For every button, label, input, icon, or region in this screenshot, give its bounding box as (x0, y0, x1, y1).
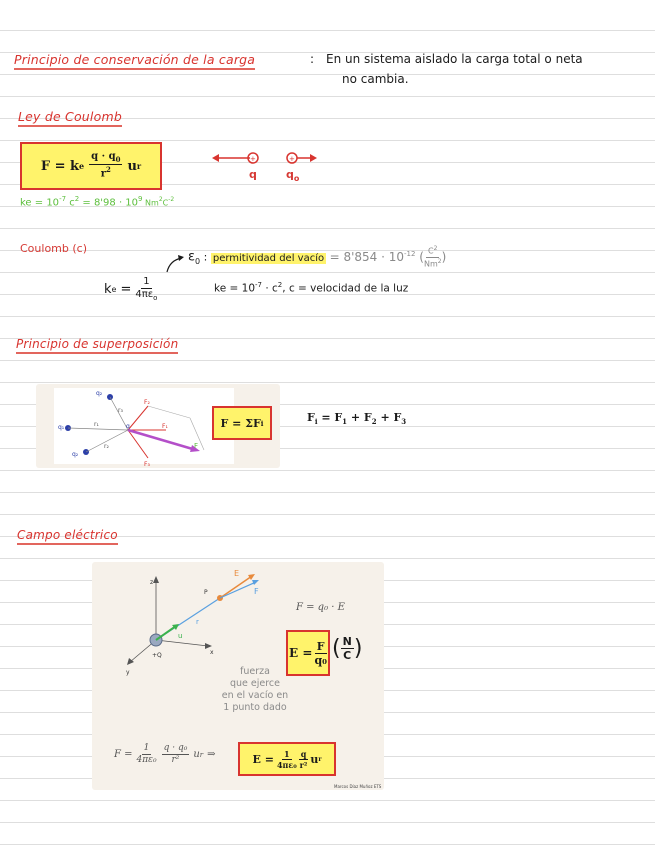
charge-q-label: q (249, 168, 257, 181)
eps-unit-den-sup: 2 (437, 257, 442, 265)
eps-unit-den: Nm (423, 259, 438, 269)
eps-unit-fraction (424, 246, 442, 268)
diagram-label-q: q (126, 423, 130, 430)
final-den: 4πε₀ (276, 759, 297, 770)
ke-lhs: k (104, 282, 112, 297)
final-frac-1 (277, 750, 297, 769)
ke2-tail: , c = velocidad de la luz (282, 282, 409, 295)
ke-rest2: = 8'98 · 10 (79, 197, 139, 209)
axis-y-label: y (126, 669, 130, 676)
field-panel (92, 562, 384, 790)
coulomb-den: r (100, 168, 106, 180)
sum-term-1: 1 (342, 417, 348, 427)
curved-arrow-icon (164, 254, 186, 274)
axis-z-label: z (150, 579, 154, 586)
diagram-label-r2: r₂ (104, 443, 109, 450)
diagram-label-f: F (194, 442, 199, 450)
superposition-box-formula: F = ΣF (220, 416, 261, 430)
coulomb-unit: u (127, 158, 137, 174)
sum-term-3: 3 (401, 417, 407, 427)
implies-arrow: ⇒ (207, 749, 216, 760)
ke-lhs-sub: e (111, 285, 117, 294)
charge-q0-label (286, 168, 299, 183)
final-box-lhs: E = (252, 752, 274, 766)
coulomb-formula-box (20, 142, 162, 190)
diagram-label-f1: F₁ (162, 423, 168, 430)
final-den2: r² (299, 759, 308, 770)
arrowhead-right-icon (310, 154, 317, 162)
final-frac-2 (299, 750, 309, 769)
coulomb-formula-sub: e (79, 161, 85, 171)
field-box-den: q₀ (314, 653, 327, 667)
field-box-lhs: E = (289, 646, 313, 660)
charge-q0-text: q (286, 168, 294, 181)
conservation-section (14, 50, 644, 90)
conservation-text-line1: En un sistema aislado la carga total o neta (326, 52, 583, 66)
superposition-box-sub: i (260, 418, 264, 428)
bottom-unit-sub: r (199, 750, 204, 759)
vector-u-label: u (178, 632, 183, 640)
diagram-label-f2: F₂ (144, 399, 150, 406)
bottom-lhs: F = (114, 749, 133, 760)
bottom-frac-2 (162, 744, 190, 765)
ke2-rest-sup: 2 (277, 281, 283, 289)
ke-fraction (135, 277, 157, 302)
coulomb-law-title: Ley de Coulomb (18, 109, 122, 127)
eps-text: permitividad del vacío (212, 252, 325, 264)
ke-definition (104, 277, 157, 302)
bottom-num2: q · q₀ (163, 743, 188, 753)
ke-speed-of-light (214, 281, 408, 295)
field-unit-den: C (343, 649, 352, 662)
superposition-formula-box (212, 406, 272, 440)
charge-plus-q-label: +Q (152, 652, 162, 659)
superposition-sum: $F_i = F_1 + F_2 + F_3$ (307, 411, 407, 427)
ke-exp2: 9 (138, 195, 143, 203)
charges-diagram (210, 148, 320, 188)
diagram-label-r1: r₁ (94, 421, 99, 428)
conservation-text-line2: no cambia. (342, 72, 409, 86)
field-note-line-3: en el vacío en (221, 690, 289, 701)
sum-lhs-sub: i (314, 417, 318, 427)
field-note-line-1: fuerza (240, 666, 270, 677)
ke-units-sup: 2 (158, 196, 163, 203)
vector-r-label: r (196, 618, 199, 626)
arrowhead-left-icon (212, 154, 219, 162)
coulomb-formula-left: F = k (40, 158, 80, 174)
credit-text: Marcos Díaz Muñoz ETS (334, 784, 382, 789)
conservation-title: Principio de conservación de la carga (14, 52, 255, 70)
coulomb-unit-sub: r (136, 161, 142, 171)
field-note-line-2: que ejerce (229, 678, 280, 689)
eps-unit-num: C (428, 246, 434, 256)
bottom-frac-1 (137, 744, 157, 765)
bottom-den2: r² (171, 755, 180, 765)
ke-units2: C (162, 198, 169, 208)
diagram-label-f3: F₃ (144, 461, 150, 468)
field-box-fraction (314, 641, 327, 666)
field-units-fraction (341, 636, 354, 661)
eps-exp: -12 (404, 249, 416, 258)
coulomb-den-sup: 2 (106, 165, 111, 175)
unit-vector-arrow (156, 626, 176, 640)
ke-units2-sup: -2 (168, 196, 175, 203)
point-p-label: P (204, 589, 208, 596)
final-num: 1 (284, 748, 290, 759)
eps-sub: 0 (195, 256, 201, 266)
ke-value-line (20, 195, 174, 208)
eps-unit-num-sup: 2 (433, 245, 438, 252)
eps-value: = 8'854 · 10 (329, 249, 405, 264)
sum-term-2: 2 (371, 417, 377, 427)
ke2-rest: · c (262, 282, 278, 295)
field-diagram (92, 562, 384, 682)
ke-frac-den: 4πε (135, 289, 154, 300)
ke-exp: -7 (59, 195, 67, 203)
coulomb-c-label: Coulomb (c) (20, 242, 87, 255)
sum-lhs: F (307, 411, 315, 424)
conservation-colon: : (310, 52, 315, 66)
diagram-label-q2: q₂ (96, 390, 103, 397)
field-final-box (238, 742, 336, 776)
bottom-unit: u (193, 749, 200, 760)
force-f-label: F (254, 587, 259, 596)
ke-rest: c (69, 197, 75, 209)
ke-eq: = (120, 282, 132, 297)
sum-rest: = F (317, 411, 343, 424)
charge-q0-sub: o (293, 174, 300, 184)
svg-text:+: + (250, 155, 256, 163)
field-units: ( $\frac{N}{C}$ ) (332, 635, 363, 662)
ke-frac-num: 1 (143, 276, 150, 287)
final-num2: q (300, 748, 307, 759)
field-unit-num: N (342, 635, 352, 648)
coulomb-num-sub: 0 (115, 155, 121, 165)
ke2: ke = 10 (214, 282, 256, 295)
ke-frac-den-sub: o (153, 294, 158, 302)
field-e-label: E (234, 569, 240, 578)
field-note (200, 666, 310, 714)
eps-symbol: ε (188, 249, 196, 265)
diagram-label-q2b: q₂ (72, 451, 79, 458)
superposition-title: Principio de superposición (16, 337, 178, 354)
ke2-exp: -7 (255, 281, 262, 289)
eps-value-group: = $8'854 \cdot 10^{-12}$ ( $\frac{C^2}{Nm^2}$ ) (329, 245, 447, 269)
field-box-num: F (316, 639, 325, 653)
eps-colon: : (203, 250, 208, 264)
field-bottom-formula (114, 744, 220, 765)
eps-line (188, 246, 446, 268)
coulomb-fraction (89, 152, 122, 179)
ke-rest-sup: 2 (74, 195, 80, 203)
field-note-line-4: 1 punto dado (223, 702, 287, 713)
diagram-label-r3: r₃ (118, 407, 123, 414)
f-equals-q0e: F = q₀ · E (296, 602, 345, 613)
axis-x-label: x (210, 649, 214, 656)
bottom-den: 4πε₀ (136, 755, 157, 765)
ke-value: ke = 10 (20, 197, 60, 209)
coulomb-num: q · q (91, 151, 116, 163)
bottom-num: 1 (143, 743, 150, 753)
diagram-label-q1: q₁ (58, 424, 65, 431)
final-unit: u (310, 752, 319, 766)
field-title: Campo eléctrico (17, 528, 118, 545)
final-unit-sub: r (318, 755, 322, 763)
ke-units: Nm (142, 198, 159, 208)
svg-text:+: + (289, 155, 295, 163)
